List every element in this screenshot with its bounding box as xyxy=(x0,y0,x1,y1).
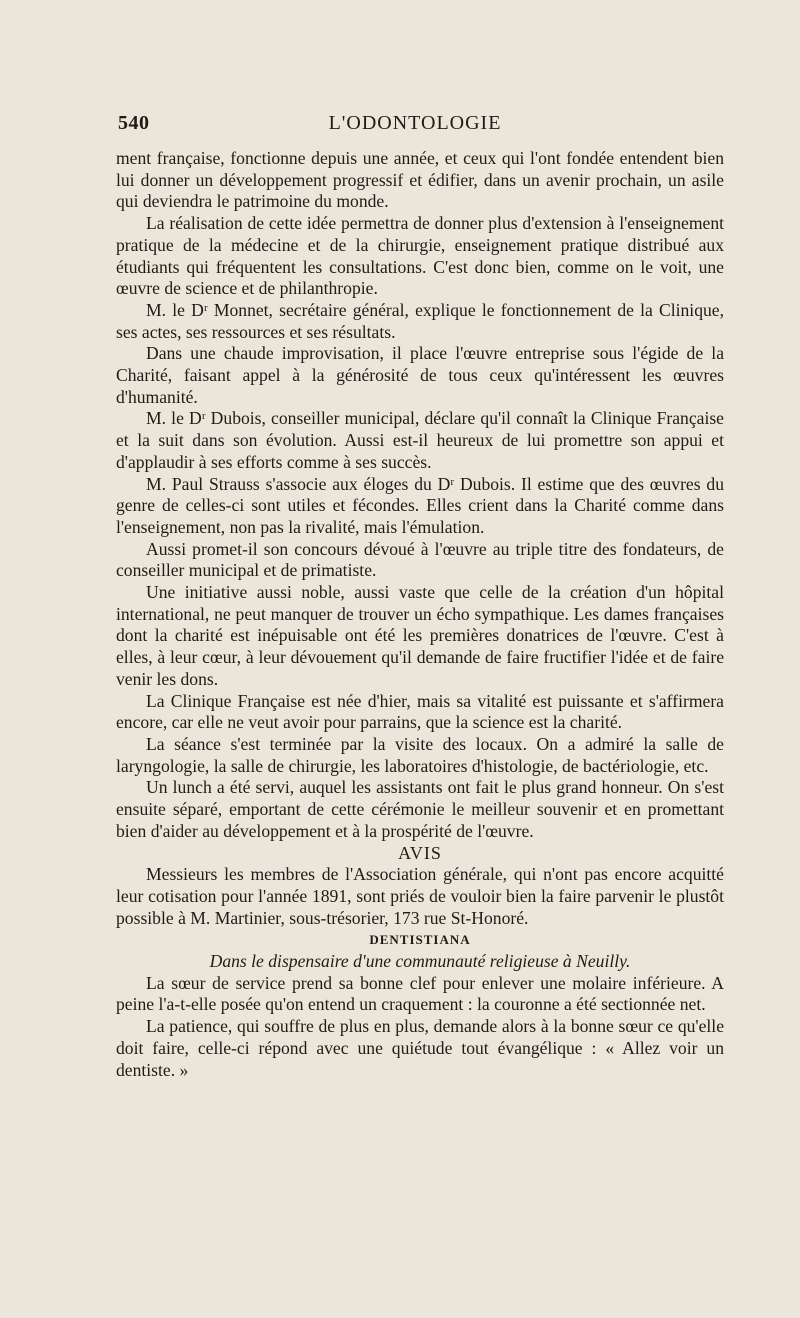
dentistiana-heading: DENTISTIANA xyxy=(369,932,471,948)
paragraph: M. le Dʳ Monnet, secrétaire général, explique le fonctionnement de la Clinique, ses actes, ses ressources et ses résultats. xyxy=(116,299,724,342)
body-text xyxy=(116,148,724,1081)
running-title: L'ODONTOLOGIE xyxy=(328,112,502,134)
page-number: 540 xyxy=(118,112,150,134)
paragraph: Un lunch a été servi, auquel les assistants ont fait le plus grand honneur. On s'est ensuite séparé, emportant de cette cérémonie le meilleur souvenir et en promettant bien d'aider au développement et à la prospérité de l'œuvre. xyxy=(116,777,724,841)
paragraph: M. Paul Strauss s'associe aux éloges du Dʳ Dubois. Il estime que des œuvres du genre de celles-ci sont utiles et fécondes. Elles crient dans la Charité comme dans l'enseignement, non pas la rivalité, mais l'émulation. xyxy=(116,473,724,537)
paragraph: La réalisation de cette idée permettra de donner plus d'extension à l'enseignement pratique de la médecine et de la chirurgie, enseignement pratique distribué aux étudiants qui fréquentent les consultations. C'est donc bien, comme on le voit, une œuvre de science et de philanthropie. xyxy=(116,213,724,299)
running-head xyxy=(118,112,712,142)
avis-heading: AVIS xyxy=(398,842,442,863)
paragraph: La séance s'est terminée par la visite des locaux. On a admiré la salle de laryngologie, la salle de chirurgie, les laboratoires d'histologie, de bactériologie, etc. xyxy=(116,733,724,776)
dentistiana-subheading: Dans le dispensaire d'une communauté religieuse à Neuilly. xyxy=(209,951,631,972)
paragraph: M. le Dʳ Dubois, conseiller municipal, déclare qu'il connaît la Clinique Française et la suit dans son évolution. Aussi est-il heureux de lui promettre son appui et d'applaudir à ses efforts comme à ses succès. xyxy=(116,408,724,472)
paragraph: Dans une chaude improvisation, il place l'œuvre entreprise sous l'égide de la Charité, faisant appel à la générosité de tous ceux qu'intéressent les œuvres d'humanité. xyxy=(116,343,724,407)
paragraph: La Clinique Française est née d'hier, mais sa vitalité est puissante et s'affirmera encore, car elle ne veut avoir pour parrains, que la science est la charité. xyxy=(116,690,724,733)
dentistiana-paragraph: La sœur de service prend sa bonne clef pour enlever une molaire inférieure. A peine l'a-t-elle posée qu'on entend un craquement : la couronne a été sectionnée net. xyxy=(116,972,724,1015)
paragraph: Une initiative aussi noble, aussi vaste que celle de la création d'un hôpital international, ne peut manquer de trouver un écho sympathique. Les dames françaises dont la charité est inépuisable ont été les premières donatrices de l'œuvre. C'est à elles, à leur cœur, à leur dévouement qu'il demande de faire fructifier l'idée et de faire venir les dons. xyxy=(116,582,724,689)
avis-paragraph: Messieurs les membres de l'Association générale, qui n'ont pas encore acquitté leur cotisation pour l'année 1891, sont priés de vouloir bien la faire parvenir le plustôt possible à M. Martinier, sous-trésorier, 173 rue St-Honoré. xyxy=(116,864,724,928)
paragraph: ment française, fonctionne depuis une année, et ceux qui l'ont fondée entendent bien lui donner un développement progressif et édifier, dans un avenir prochain, un asile qui deviendra le patrimoine du monde. xyxy=(116,148,724,212)
dentistiana-paragraph: La patience, qui souffre de plus en plus, demande alors à la bonne sœur ce qu'elle doit faire, celle-ci répond avec une quiétude tout évangélique : « Allez voir un dentiste. » xyxy=(116,1016,724,1080)
paragraph: Aussi promet-il son concours dévoué à l'œuvre au triple titre des fondateurs, de conseiller municipal et de primatiste. xyxy=(116,538,724,581)
